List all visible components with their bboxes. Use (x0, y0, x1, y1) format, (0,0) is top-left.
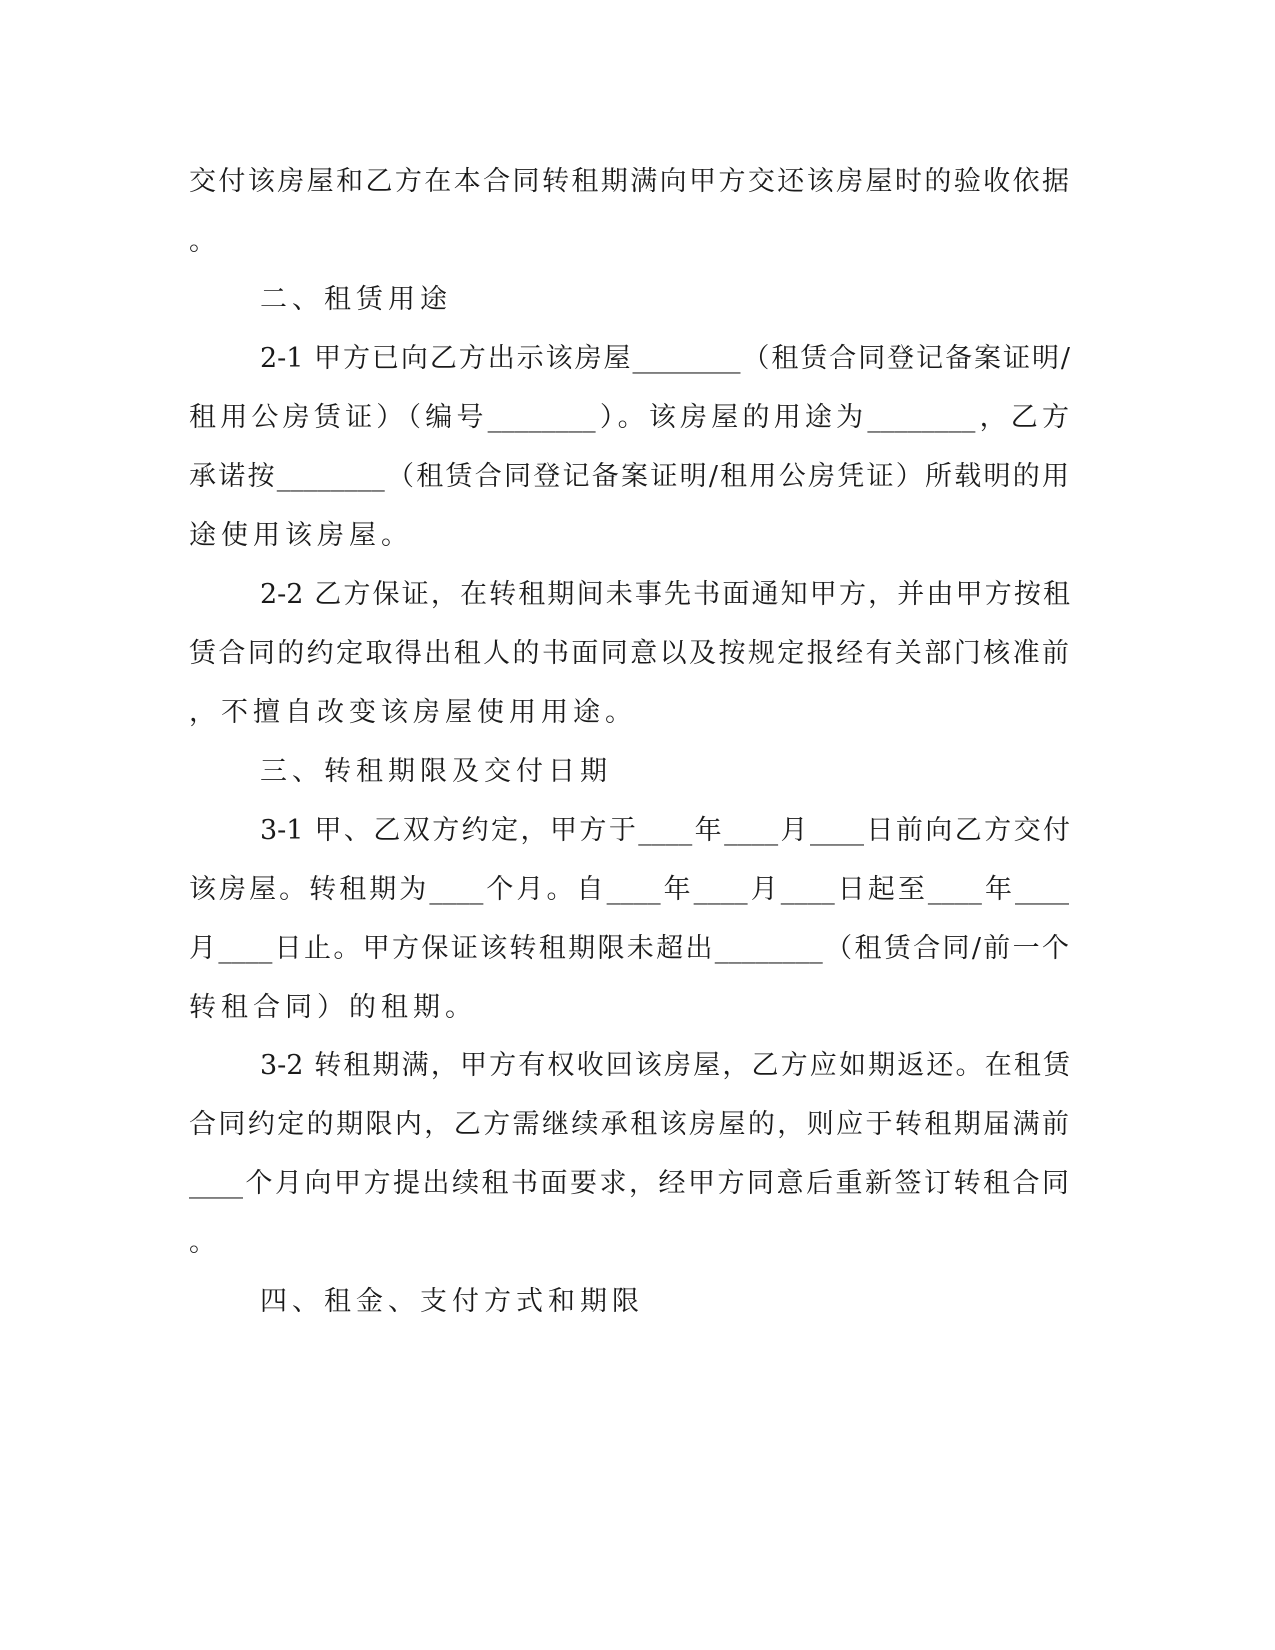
section-heading: 四、租金、支付方式和期限 (260, 1286, 644, 1317)
paragraph-line: 2-2 乙方保证，在转租期间未事先书面通知甲方，并由甲方按租 (260, 579, 1070, 610)
section-heading: 二、租赁用途 (260, 284, 452, 315)
paragraph-line: 赁合同的约定取得出租人的书面同意以及按规定报经有关部门核准前 (189, 638, 1069, 669)
paragraph-line: 。 (189, 226, 221, 257)
paragraph-line: 转租合同）的租期。 (189, 992, 477, 1023)
paragraph-line: 合同约定的期限内，乙方需继续承租该房屋的，则应于转租期届满前 (189, 1109, 1069, 1140)
paragraph-line: 月____日止。甲方保证该转租期限未超出________（租赁合同/前一个 (189, 933, 1069, 964)
paragraph-line: 该房屋。转租期为____个月。自____年____月____日起至____年____ (189, 874, 1069, 905)
paragraph-line: 租用公房赁证）（编号________）。该房屋的用途为________，乙方 (189, 402, 1069, 433)
paragraph-line: 途使用该房屋。 (189, 520, 413, 551)
paragraph-line: 3-1 甲、乙双方约定，甲方于____年____月____日前向乙方交付 (260, 815, 1070, 846)
paragraph-line: ，不擅自改变该房屋使用用途。 (189, 697, 637, 728)
paragraph-line: ____个月向甲方提出续租书面要求，经甲方同意后重新签订转租合同 (189, 1168, 1069, 1199)
paragraph-line: 3-2 转租期满，甲方有权收回该房屋，乙方应如期返还。在租赁 (260, 1050, 1070, 1081)
paragraph-line: 交付该房屋和乙方在本合同转租期满向甲方交还该房屋时的验收依据 (189, 166, 1069, 197)
paragraph-line: 。 (189, 1227, 221, 1258)
section-heading: 三、转租期限及交付日期 (260, 756, 612, 787)
paragraph-line: 承诺按________（租赁合同登记备案证明/租用公房凭证）所载明的用 (189, 461, 1069, 492)
paragraph-line: 2-1 甲方已向乙方出示该房屋________（租赁合同登记备案证明/ (260, 343, 1070, 374)
